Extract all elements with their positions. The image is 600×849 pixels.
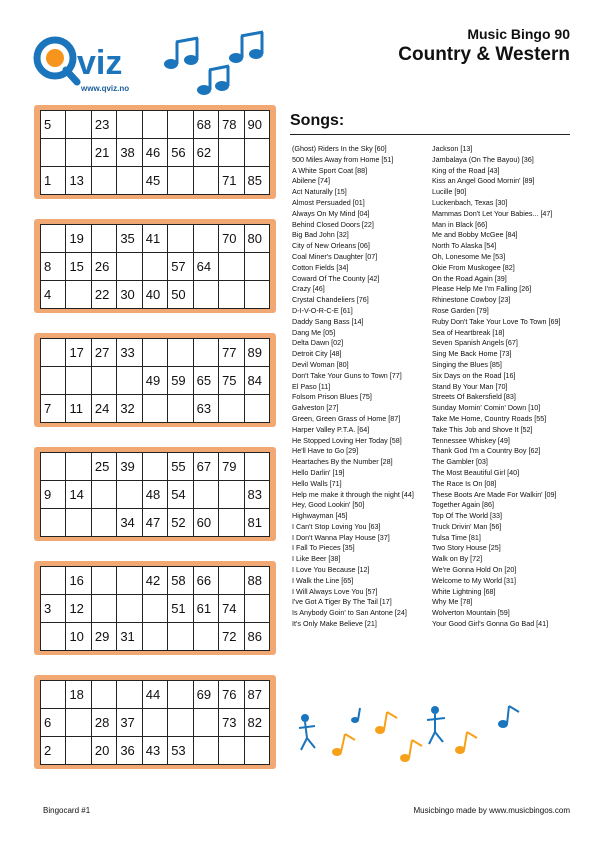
bingo-cell: 54 [168,481,193,509]
bingo-cell [219,395,244,423]
bingo-cell: 86 [244,623,270,651]
bingo-cell [168,709,193,737]
songs-divider [290,134,570,135]
bingo-cell: 40 [142,281,167,309]
bingo-cell [193,225,218,253]
bingo-cell: 22 [91,281,116,309]
song-item: Dang Me [05] [292,327,336,337]
dancing-notes-icon [295,700,525,775]
bingo-cell: 17 [66,339,91,367]
song-item: Devil Woman [80] [292,359,349,369]
bingo-row [41,139,270,167]
bingo-cell: 65 [193,367,218,395]
bingo-cell: 2 [41,737,66,765]
song-item: Help me make it through the night [44] [292,489,414,499]
bingo-cell: 35 [117,225,142,253]
song-item: North To Alaska [54] [432,241,497,251]
bingo-cell: 24 [91,395,116,423]
bingo-cell: 77 [219,339,244,367]
song-item: I Will Always Love You [57] [292,586,378,596]
bingo-cell [41,623,66,651]
bingo-cell: 29 [91,623,116,651]
bingo-cell [66,509,91,537]
bingo-cell: 15 [66,253,91,281]
song-item: 500 Miles Away from Home [51] [292,154,394,164]
bingo-cell [168,395,193,423]
song-item: I Fall To Pieces [35] [292,543,355,553]
song-item: Hello Walls [71] [292,478,342,488]
song-item: I Walk the Line [65] [292,575,354,585]
song-item: Don't Take Your Guns to Town [77] [292,370,402,380]
song-item: El Paso [11] [292,381,331,391]
bingo-cell [142,453,167,481]
bingo-cell: 33 [117,339,142,367]
bingo-cell [244,139,270,167]
song-item: Behind Closed Doors [22] [292,219,374,229]
song-item: Abilene [74] [292,176,330,186]
bingo-cell: 34 [117,509,142,537]
bingo-grid [40,566,270,651]
song-item: Take This Job and Shove It [52] [432,424,533,434]
bingo-cell: 57 [168,253,193,281]
song-item: Mammas Don't Let Your Babies... [47] [432,208,553,218]
bingo-cell: 31 [117,623,142,651]
song-item: Green, Green Grass of Home [87] [292,413,401,423]
bingo-cell [41,367,66,395]
logo-site-url: www.qviz.no [81,84,130,93]
bingo-row [41,253,270,281]
song-item: A White Sport Coat [88] [292,165,368,175]
bingo-cell: 70 [219,225,244,253]
bingo-cell [244,737,270,765]
bingo-cell: 1 [41,167,66,195]
bingo-row [41,595,270,623]
song-item: Jackson [13] [432,144,473,153]
bingo-cell [219,567,244,595]
bingo-cell: 10 [66,623,91,651]
song-item: Tulsa Time [81] [432,532,481,542]
bingo-cell [117,111,142,139]
song-item: Together Again [86] [432,500,494,510]
bingo-card [34,675,276,769]
bingo-row [41,709,270,737]
bingo-cell: 3 [41,595,66,623]
bingo-cell: 46 [142,139,167,167]
bingo-cell: 66 [193,567,218,595]
song-item: Hey, Good Lookin' [50] [292,500,365,510]
bingo-cell [117,481,142,509]
bingo-row [41,623,270,651]
bingo-cell: 36 [117,737,142,765]
bingo-cell: 68 [193,111,218,139]
bingo-cell [244,453,270,481]
song-item: White Lightning [68] [432,586,496,596]
bingo-cell: 88 [244,567,270,595]
bingo-grid [40,338,270,423]
bingo-cell [193,339,218,367]
header [398,26,570,66]
song-item: Please Help Me I'm Falling [26] [432,284,532,294]
bingo-cell: 55 [168,453,193,481]
bingo-card [34,219,276,313]
bingo-cell [193,481,218,509]
bingo-row [41,509,270,537]
bingo-cell: 78 [219,111,244,139]
bingo-row [41,481,270,509]
song-item: Seven Spanish Angels [67] [432,338,518,348]
bingo-cell [41,225,66,253]
bingo-cell [41,567,66,595]
song-item: Harper Valley P.T.A. [64] [292,424,370,434]
song-item: Welcome to My World [31] [432,575,517,585]
bingo-cell [193,623,218,651]
bingo-cell [117,681,142,709]
bingo-cell [91,481,116,509]
bingo-cell [244,253,270,281]
song-item: He Stopped Loving Her Today [58] [292,435,402,445]
bingo-cell: 38 [117,139,142,167]
bingo-cell: 7 [41,395,66,423]
song-item: Top Of The World [33] [432,511,503,521]
svg-text:viz: viz [77,44,123,82]
bingo-card [34,333,276,427]
song-item: Jambalaya (On The Bayou) [36] [432,154,534,164]
bingo-cell: 73 [219,709,244,737]
bingo-grid [40,452,270,537]
bingo-cell: 18 [66,681,91,709]
song-item: Okie From Muskogee [82] [432,262,515,272]
bingo-cell [219,509,244,537]
bingo-cell [41,139,66,167]
bingo-cell: 16 [66,567,91,595]
bingo-cell [193,737,218,765]
song-item: Cotton Fields [34] [292,262,349,272]
bingo-cell [168,225,193,253]
bingo-cell: 81 [244,509,270,537]
bingo-cell [142,253,167,281]
bingo-cell [66,709,91,737]
bingo-cell: 71 [219,167,244,195]
bingo-cell [142,623,167,651]
bingo-cell: 80 [244,225,270,253]
song-item: Coal Miner's Daughter [07] [292,251,378,261]
card-number: Bingocard #1 [43,806,91,815]
song-item: City of New Orleans [06] [292,241,370,251]
bingo-cell: 45 [142,167,167,195]
bingo-cell [91,567,116,595]
song-item: Crystal Chandeliers [76] [292,295,369,305]
bingo-cell: 41 [142,225,167,253]
bingo-cell [66,453,91,481]
bingo-cell: 82 [244,709,270,737]
bingo-cell: 62 [193,139,218,167]
song-item: Your Good Girl's Gonna Go Bad [41] [432,619,549,629]
bingo-cell: 64 [193,253,218,281]
bingo-cell: 58 [168,567,193,595]
bingo-cell [41,453,66,481]
bingo-cell: 44 [142,681,167,709]
bingo-cell [244,281,270,309]
bingo-row [41,681,270,709]
bingo-cell [91,367,116,395]
song-item: Heartaches By the Number [28] [292,457,393,467]
song-item: Me and Bobby McGee [84] [432,230,518,240]
bingo-cell [91,595,116,623]
bingo-cell: 47 [142,509,167,537]
bingo-cell [91,225,116,253]
bingo-cell: 26 [91,253,116,281]
bingo-row [41,453,270,481]
bingo-cell: 6 [41,709,66,737]
song-item: Daddy Sang Bass [14] [292,316,364,326]
bingo-cell [117,595,142,623]
bingo-cell: 21 [91,139,116,167]
bingo-cell [168,339,193,367]
song-item: Sunday Mornin' Comin' Down [10] [432,403,541,413]
bingo-cell: 63 [193,395,218,423]
song-item: Is Anybody Goin' to San Antone [24] [292,608,407,618]
song-item: We're Gonna Hold On [20] [432,565,517,575]
bingo-card [34,447,276,541]
song-item: Take Me Home, Country Roads [55] [432,413,547,423]
bingo-row [41,567,270,595]
song-item: Walk on By [72] [432,554,483,564]
song-item: It's Only Make Believe [21] [292,619,377,629]
bingo-cell [193,709,218,737]
bingo-grid [40,224,270,309]
bingo-cell: 42 [142,567,167,595]
music-notes-icon [162,30,272,100]
song-item: Why Me [78] [432,597,473,607]
bingo-cell: 27 [91,339,116,367]
bingo-cell [117,367,142,395]
song-item: Luckenbach, Texas [30] [432,197,508,207]
bingo-cell [168,167,193,195]
song-item: Ruby Don't Take Your Love To Town [69] [432,316,561,326]
bingo-cell: 9 [41,481,66,509]
song-item: I Like Beer [38] [292,554,341,564]
bingo-cell [142,395,167,423]
bingo-cell [117,253,142,281]
bingo-cell [91,167,116,195]
bingo-row [41,737,270,765]
bingo-cell: 76 [219,681,244,709]
bingo-cell [66,139,91,167]
song-item: Galveston [27] [292,403,339,413]
bingo-cell: 19 [66,225,91,253]
song-item: King of the Road [43] [432,165,500,175]
bingo-row [41,225,270,253]
song-item: Thank God I'm a Country Boy [62] [432,446,541,456]
bingo-cell: 4 [41,281,66,309]
bingo-cell: 61 [193,595,218,623]
bingo-cell: 49 [142,367,167,395]
song-item: He'll Have to Go [29] [292,446,359,456]
song-item: Folsom Prison Blues [75] [292,392,372,402]
bingo-cell: 84 [244,367,270,395]
bingo-cell [91,681,116,709]
bingo-cell [219,481,244,509]
bingo-cell [219,139,244,167]
bingo-cell [142,709,167,737]
bingo-cell [66,111,91,139]
song-item: Always On My Mind [04] [292,208,370,218]
song-item: Detroit City [48] [292,349,342,359]
bingo-cell: 14 [66,481,91,509]
bingo-cell: 89 [244,339,270,367]
bingo-cell: 67 [193,453,218,481]
bingo-cell [142,339,167,367]
bingo-row [41,395,270,423]
bingo-row [41,281,270,309]
song-item: I Love You Because [12] [292,565,370,575]
songs-heading: Songs: [290,112,345,129]
bingo-cell [168,681,193,709]
bingo-cell [117,167,142,195]
bingo-row [41,167,270,195]
bingo-cell [41,339,66,367]
bingo-cell: 69 [193,681,218,709]
bingo-cell: 20 [91,737,116,765]
bingo-card [34,105,276,199]
song-item: These Boots Are Made For Walkin' [09] [432,489,557,499]
bingo-cell [66,281,91,309]
bingo-cell: 56 [168,139,193,167]
song-item: I've Got A Tiger By The Tail [17] [292,597,392,607]
bingo-cell: 11 [66,395,91,423]
bingo-cell: 48 [142,481,167,509]
song-item: Hello Darlin' [19] [292,467,345,477]
song-item: Rose Garden [79] [432,305,489,315]
song-item: Stand By Your Man [70] [432,381,508,391]
bingo-cell [219,253,244,281]
song-item: Coward Of The County [42] [292,273,380,283]
bingo-cell: 75 [219,367,244,395]
songs-list-right [432,144,560,630]
bingo-cell: 13 [66,167,91,195]
bingo-cell: 52 [168,509,193,537]
song-item: Highwayman [45] [292,511,348,521]
bingo-cell: 23 [91,111,116,139]
bingo-cell [66,737,91,765]
song-item: Six Days on the Road [16] [432,370,516,380]
bingo-cell [41,509,66,537]
bingo-cell: 85 [244,167,270,195]
bingo-cell [244,595,270,623]
bingo-row [41,367,270,395]
bingo-grid [40,680,270,765]
credit-line: Musicbingo made by www.musicbingos.com [413,806,570,815]
bingo-cell [219,737,244,765]
songs-list-left [292,144,414,630]
bingo-cell [219,281,244,309]
bingo-cell [193,167,218,195]
song-item: Oh, Lonesome Me [53] [432,251,506,261]
song-item: Kiss an Angel Good Mornin' [89] [432,176,535,186]
page-subtitle: Country & Western [398,44,570,65]
bingo-cell [168,111,193,139]
page-title: Music Bingo 90 [467,26,570,42]
song-item: Two Story House [25] [432,543,501,553]
song-item: On the Road Again [39] [432,273,507,283]
bingo-cell [142,111,167,139]
song-item: Crazy [46] [292,284,325,294]
song-item: I Can't Stop Loving You [63] [292,521,381,531]
bingo-cell [244,395,270,423]
bingo-cell [142,595,167,623]
bingo-cell: 30 [117,281,142,309]
bingo-cell [193,281,218,309]
bingo-cell [41,681,66,709]
bingo-cell: 5 [41,111,66,139]
song-item: Lucille [90] [432,187,467,197]
bingo-cell: 28 [91,709,116,737]
qviz-logo [33,34,143,104]
bingo-cell: 74 [219,595,244,623]
song-item: The Most Beautiful Girl [40] [432,467,520,477]
bingo-cell: 59 [168,367,193,395]
bingo-cell: 39 [117,453,142,481]
song-item: I Don't Wanna Play House [37] [292,532,390,542]
bingo-row [41,339,270,367]
bingo-card [34,561,276,655]
bingo-cell: 25 [91,453,116,481]
bingo-cell: 83 [244,481,270,509]
song-item: Sea of Heartbreak [18] [432,327,505,337]
song-item: Delta Dawn [02] [292,338,344,348]
song-item: The Gambler [03] [432,457,488,467]
song-item: Act Naturally [15] [292,187,347,197]
bingo-cell: 51 [168,595,193,623]
bingo-cell: 72 [219,623,244,651]
bingo-cell [66,367,91,395]
song-item: Sing Me Back Home [73] [432,349,512,359]
bingo-cell: 79 [219,453,244,481]
bingo-cell [168,623,193,651]
bingo-cell: 32 [117,395,142,423]
song-item: Truck Drivin' Man [56] [432,521,502,531]
song-item: Streets Of Bakersfield [83] [432,392,516,402]
song-item: Tennessee Whiskey [49] [432,435,510,445]
bingo-cell: 12 [66,595,91,623]
song-item: Wolverton Mountain [59] [432,608,510,618]
song-item: D-I-V-O-R-C-E [61] [292,305,353,315]
song-item: Almost Persuaded [01] [292,197,365,207]
bingo-cell: 90 [244,111,270,139]
bingo-cell [91,509,116,537]
bingo-cell: 8 [41,253,66,281]
bingo-cell: 50 [168,281,193,309]
bingo-cell: 60 [193,509,218,537]
song-item: Singing the Blues [85] [432,359,502,369]
song-item: (Ghost) Riders In the Sky [60] [292,144,387,153]
song-item: Man in Black [66] [432,219,488,229]
bingo-cell: 37 [117,709,142,737]
bingo-cell: 53 [168,737,193,765]
bingo-cell [117,567,142,595]
bingo-cell: 87 [244,681,270,709]
song-item: Big Bad John [32] [292,230,349,240]
song-item: Rhinestone Cowboy [23] [432,295,511,305]
bingo-cell: 43 [142,737,167,765]
bingo-grid [40,110,270,195]
song-item: The Race Is On [08] [432,478,497,488]
bingo-row [41,111,270,139]
